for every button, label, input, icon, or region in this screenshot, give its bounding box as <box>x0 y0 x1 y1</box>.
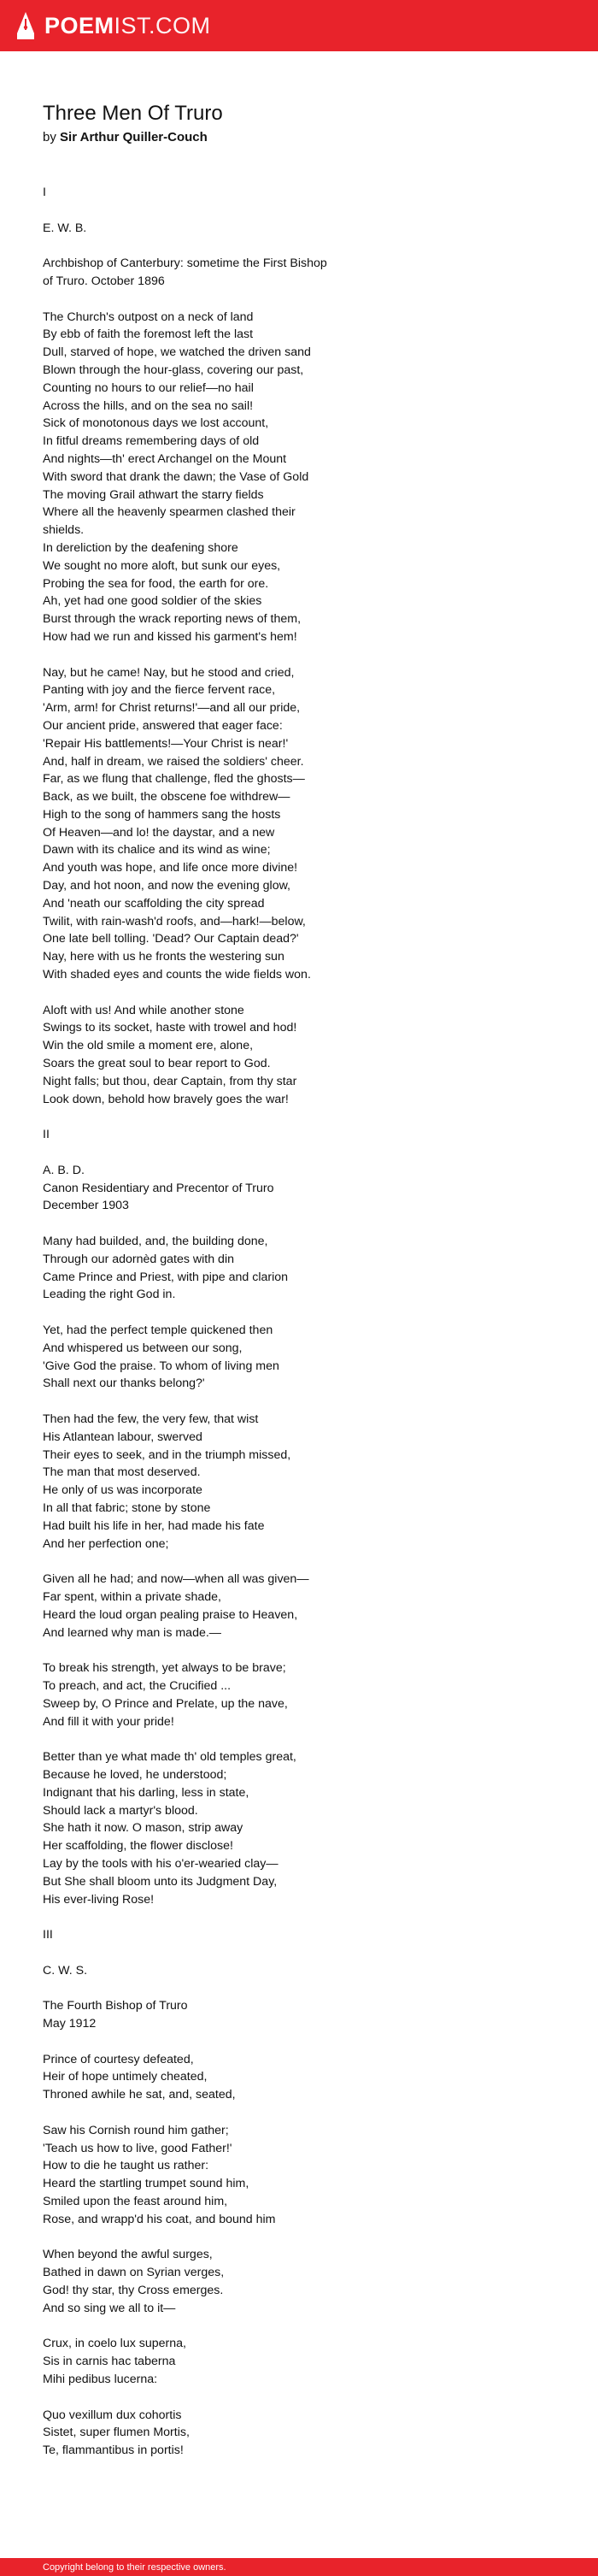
copyright-text: Copyright belong to their respective owners. <box>43 2561 226 2573</box>
poem-title: Three Men Of Truro <box>43 102 223 125</box>
poem-container <box>43 101 555 2460</box>
logo-light-part: IST.COM <box>114 12 211 38</box>
pen-nib-icon <box>15 11 36 40</box>
author-link[interactable]: Sir Arthur Quiller-Couch <box>60 130 208 144</box>
site-header <box>0 0 598 51</box>
byline-prefix: by <box>43 130 56 144</box>
poem-byline <box>43 130 555 144</box>
logo-bold-part: POEM <box>44 12 114 38</box>
site-logo-text <box>44 12 211 38</box>
site-logo-link[interactable] <box>15 11 211 40</box>
site-footer <box>0 2558 598 2576</box>
poem-text: I E. W. B. Archbishop of Canterbury: sometime the First Bishop of Truro. October 1896 The Church's outpost on a neck of land By ebb of faith the foremost left the last Dull, starved of hope, we watched the driven sand Blown through the hour-glass, covering our past, Counting no hours to our relief—no hail Across the hills, and on the sea no sail! Sick of monotonous days we lost account, In fitful dreams remembering days of old And nights—th' erect Archangel on the Mount With sword that drank the dawn; the Vase of Gold The moving Grail athwart the starry fields Where all the heavenly spearmen clashed their shields. In dereliction by the deafening shore We sought no more aloft, but sunk our eyes, Probing the sea for food, the earth for ore. Ah, yet had one good soldier of the skies Burst through the wrack reporting news of them, How had we run and kissed his garment's hem! Nay, but he came! Nay, but he stood and cried, Panting with joy and the fierce fervent race, 'Arm, arm! for Christ returns!'—and all our pride, Our ancient pride, answered that eager face: 'Repair His battlements!—Your Christ is near!' And, half in dream, we raised the soldiers' cheer. Far, as we flung that challenge, fled the ghosts— Back, as we built, the obscene foe withdrew— High to the song of hammers sang the hosts Of Heaven—and lo! the daystar, and a new Dawn with its chalice and its wind as wine; And youth was hope, and life once more divine! Day, and hot noon, and now the evening glow, And 'neath our scaffolding the city spread Twilit, with rain-wash'd roofs, and—hark!—below, One late bell tolling. 'Dead? Our Captain dead?' Nay, here with us he fronts the westering sun With shaded eyes and counts the wide fields won. Aloft with us! And while another stone Swings to its socket, haste with trowel and hod! Win the old smile a moment ere, alone, Soars the great soul to bear report to God. Night falls; but thou, dear Captain, from thy star Look down, behold how bravely goes the war! II A. B. D. Canon Residentiary and Precentor of Truro December 1903 Many had builded, and, the building done, Through our adornèd gates with din Came Prince and Priest, with pipe and clarion Leading the right God in. Yet, had the perfect temple quickened then And whispered us between our song, 'Give God the praise. To whom of living men Shall next our thanks belong?' Then had the few, the very few, that wist His Atlantean labour, swerved Their eyes to seek, and in the triumph missed, The man that most deserved. He only of us was incorporate In all that fabric; stone by stone Had built his life in her, had made his fate And her perfection one; Given all he had; and now—when all was given— Far spent, within a private shade, Heard the loud organ pealing praise to Heaven, And learned why man is made.— To break his strength, yet always to be brave; To preach, and act, the Crucified ... Sweep by, O Prince and Prelate, up the nave, And fill it with your pride! Better than ye what made th' old temples great, Because he loved, he understood; Indignant that his darling, less in state, Should lack a martyr's blood. She hath it now. O mason, strip away Her scaffolding, the flower disclose! Lay by the tools with his o'er-wearied clay— But She shall bloom unto its Judgment Day, His ever-living Rose! III C. W. S. The Fourth Bishop of Truro May 1912 Prince of courtesy defeated, Heir of hope untimely cheated, Throned awhile he sat, and, seated, Saw his Cornish round him gather; 'Teach us how to live, good Father!' How to die he taught us rather: Heard the startling trumpet sound him, Smiled upon the feast around him, Rose, and wrapp'd his coat, and bound him When beyond the awful surges, Bathed in dawn on Syrian verges, God! thy star, thy Cross emerges. And so sing we all to it— Crux, in coelo lux superna, Sis in carnis hac taberna Mihi pedibus lucerna: Quo vexillum dux cohortis Sistet, super flumen Mortis, Te, flammantibus in portis! <box>43 186 327 2458</box>
